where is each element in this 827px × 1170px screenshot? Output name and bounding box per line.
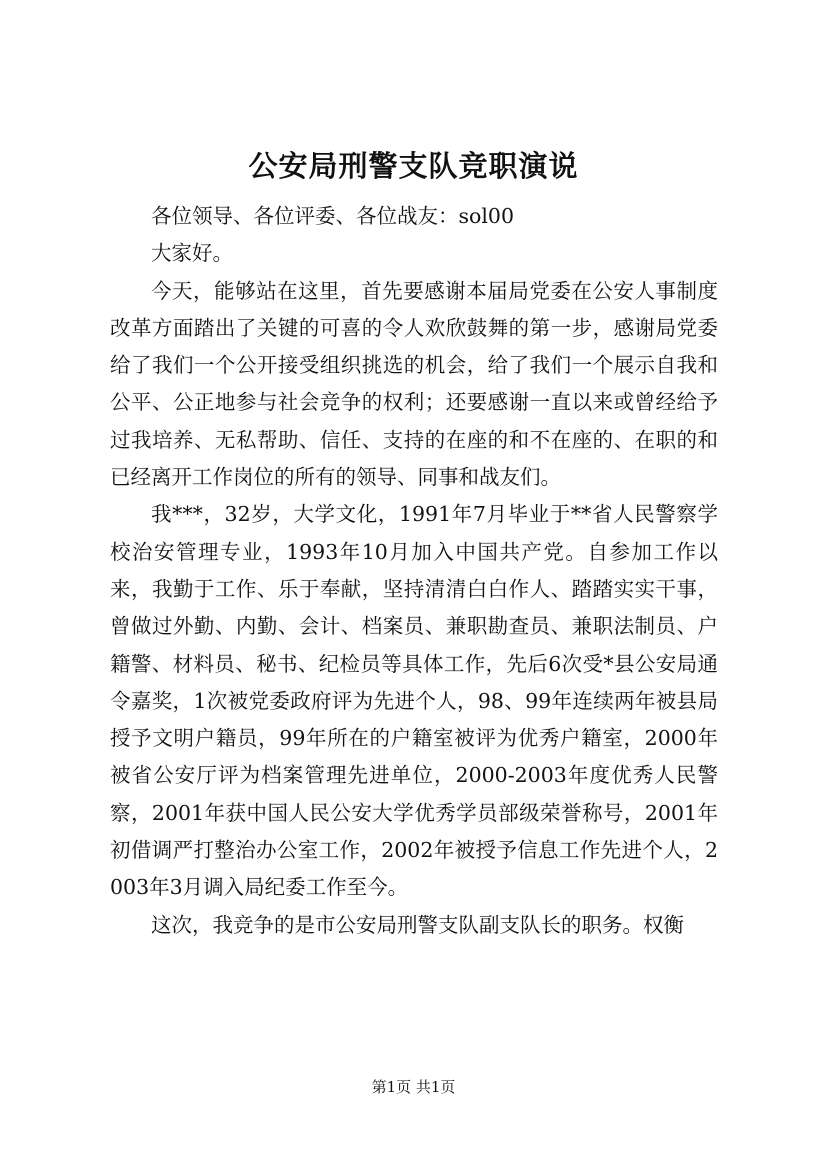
- self-introduction-paragraph: 我***，32岁，大学文化，1991年7月毕业于**省人民警察学校治安管理专业，1993年10月加入中国共产党。自参加工作以来，我勤于工作、乐于奉献，坚持清清白白作人、踏踏实实干事，曾做过外勤、内勤、会计、档案员、兼职勘查员、兼职法制员、户籍警、材料员、秘书、纪检员等具体工作，先后6次受*县公安局通令嘉奖，1次被党委政府评为先进个人，98、99年连续两年被县局授予文明户籍员，99年所在的户籍室被评为优秀户籍室，2000年被省公安厅评为档案管理先进单位，2000-2003年度优秀人民警察，2001年获中国人民公安大学优秀学员部级荣誉称号，2001年初借调严打整治办公室工作，2002年被授予信息工作先进个人，2003年3月调入局纪委工作至今。: [110, 502, 718, 900]
- greeting-paragraph: 大家好。: [151, 241, 233, 266]
- page-footer: 第1页 共1页: [371, 1078, 456, 1096]
- thanks-paragraph: 今天，能够站在这里，首先要感谢本届局党委在公安人事制度改革方面踏出了关键的可喜的令人欢欣鼓舞的第一步，感谢局党委给了我们一个公开接受组织挑选的机会，给了我们一个展示自我和公平、公正地参与社会竞争的权利；还要感谢一直以来或曾经给予过我培养、无私帮助、信任、支持的在座的和不在座的、在职的和已经离开工作岗位的所有的领导、同事和战友们。: [110, 278, 718, 490]
- salutation-paragraph: 各位领导、各位评委、各位战友：sol00: [151, 204, 515, 228]
- document-body: [110, 198, 718, 944]
- document-title: 公安局刑警支队竞职演说: [248, 149, 579, 183]
- position-paragraph: 这次，我竞争的是市公安局刑警支队副支队长的职务。权衡: [151, 912, 684, 937]
